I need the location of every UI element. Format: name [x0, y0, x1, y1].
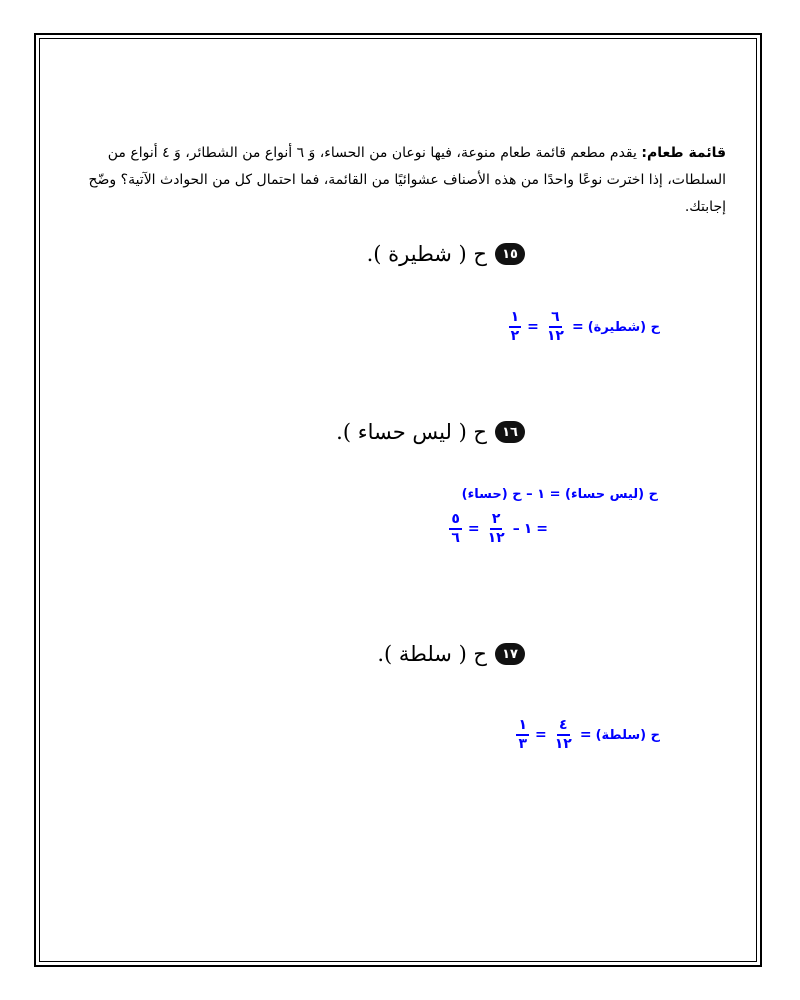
fraction-denominator: ١٢	[487, 530, 505, 546]
equals-sign: =	[571, 319, 584, 335]
answer-16-line1	[462, 487, 658, 502]
question-17	[377, 642, 525, 666]
question-number-badge: ١٧	[495, 643, 525, 665]
fraction	[486, 512, 507, 546]
answer-16-line2	[447, 512, 552, 546]
fraction-numerator: ٦	[549, 310, 562, 328]
question-text: ح ( شطيرة ).	[366, 242, 487, 266]
answer-lhs: ح (سلطة)	[595, 727, 660, 743]
intro-lead: قائمة طعام:	[641, 145, 726, 161]
question-number-badge: ١٥	[495, 243, 525, 265]
fraction-denominator: ٣	[518, 736, 528, 752]
fraction-denominator: ٢	[510, 328, 520, 344]
fraction-numerator: ٢	[490, 512, 503, 530]
equals-sign: =	[536, 521, 548, 537]
equals-sign: =	[535, 727, 547, 743]
fraction	[516, 718, 529, 752]
fraction	[545, 310, 566, 344]
question-number-badge: ١٦	[495, 421, 525, 443]
question-16	[336, 420, 525, 444]
minus-sign: –	[512, 521, 520, 537]
equals-sign: =	[527, 319, 539, 335]
problem-intro	[70, 140, 726, 221]
fraction-numerator: ٥	[449, 512, 462, 530]
question-15	[367, 242, 525, 266]
one: ١	[523, 521, 533, 537]
equals-sign: =	[579, 727, 592, 743]
fraction-numerator: ٤	[557, 718, 570, 736]
answer-15	[507, 310, 660, 344]
intro-text: يقدم مطعم قائمة طعام منوعة، فيها نوعان من الحساء، وَ ٦ أنواع من الشطائر، وَ ٤ أنواع من السلطات، إذا اخترت نوعًا واحدًا من هذه الأصناف عشوائيًا من القائمة، فما احتمال كل من الحوادث الآتية؟ وضّح إجابتك.	[88, 145, 726, 215]
answer-lhs: ح (شطيرة)	[587, 319, 660, 335]
answer-line: ح (ليس حساء) = ١ – ح (حساء)	[461, 487, 658, 502]
fraction-denominator: ١٢	[546, 328, 564, 344]
fraction-denominator: ٦	[451, 530, 460, 546]
fraction-numerator: ١	[509, 310, 522, 328]
equals-sign: =	[467, 521, 480, 537]
fraction	[509, 310, 522, 344]
fraction	[553, 718, 574, 752]
answer-17	[514, 718, 660, 752]
question-text: ح ( سلطة ).	[377, 642, 487, 666]
question-text: ح ( ليس حساء ).	[336, 420, 487, 444]
fraction-denominator: ١٢	[554, 736, 572, 752]
fraction-numerator: ١	[516, 718, 529, 736]
fraction	[449, 512, 462, 546]
